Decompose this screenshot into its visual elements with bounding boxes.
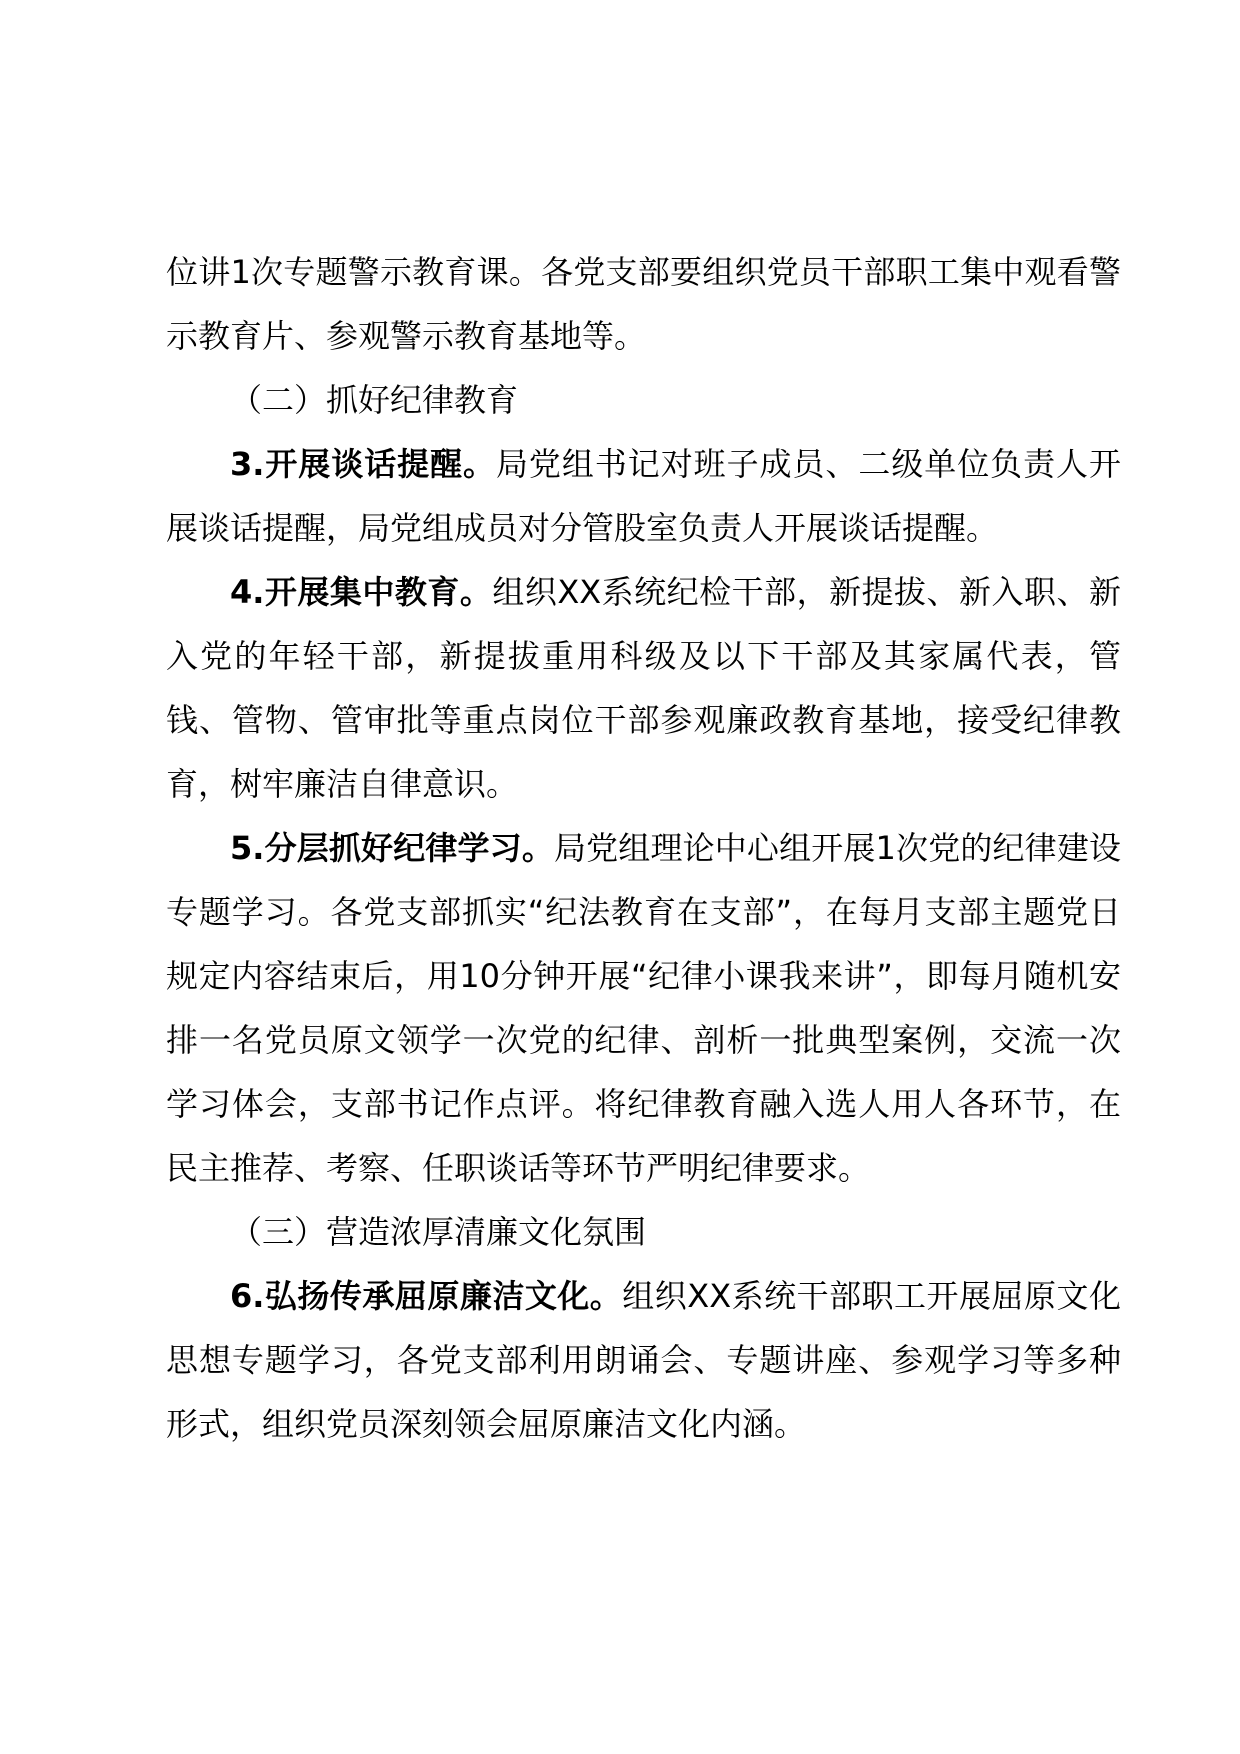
item-lead: 3.开展谈话提醒。 [230, 445, 496, 483]
paragraph-text: 位讲1次专题警示教育课。各党支部要组织党员干部职工集中观看警示教育片、参观警示教育基地等。 [166, 253, 1121, 355]
paragraph-item-3 [166, 432, 1121, 560]
item-lead: 5.分层抓好纪律学习。 [230, 829, 554, 867]
item-lead: 6.弘扬传承屈原廉洁文化。 [230, 1277, 623, 1315]
paragraph-continuation [166, 240, 1121, 368]
paragraph-item-4 [166, 560, 1121, 816]
item-lead: 4.开展集中教育。 [230, 573, 493, 611]
heading-text: （二）抓好纪律教育 [230, 381, 519, 419]
section-heading-3 [166, 1200, 1121, 1264]
document-body [166, 240, 1121, 1456]
item-body: 局党组理论中心组开展1次党的纪律建设专题学习。各党支部抓实“纪法教育在支部”，在每月支部主题党日规定内容结束后，用10分钟开展“纪律小课我来讲”，即每月随机安排一名党员原文领学一次党的纪律、剖析一批典型案例，交流一次学习体会，支部书记作点评。将纪律教育融入选人用人各环节，在民主推荐、考察、任职谈话等环节严明纪律要求。 [166, 829, 1121, 1187]
section-heading-2 [166, 368, 1121, 432]
heading-text: （三）营造浓厚清廉文化氛围 [230, 1213, 647, 1251]
item-body: 组织XX系统干部职工开展屈原文化思想专题学习，各党支部利用朗诵会、专题讲座、参观学习等多种形式，组织党员深刻领会屈原廉洁文化内涵。 [166, 1277, 1121, 1443]
item-body: 局党组书记对班子成员、二级单位负责人开展谈话提醒，局党组成员对分管股室负责人开展谈话提醒。 [166, 445, 1121, 547]
item-body: 组织XX系统纪检干部，新提拔、新入职、新入党的年轻干部，新提拔重用科级及以下干部及其家属代表，管钱、管物、管审批等重点岗位干部参观廉政教育基地，接受纪律教育，树牢廉洁自律意识。 [166, 573, 1121, 803]
paragraph-item-5 [166, 816, 1121, 1200]
paragraph-item-6 [166, 1264, 1121, 1456]
